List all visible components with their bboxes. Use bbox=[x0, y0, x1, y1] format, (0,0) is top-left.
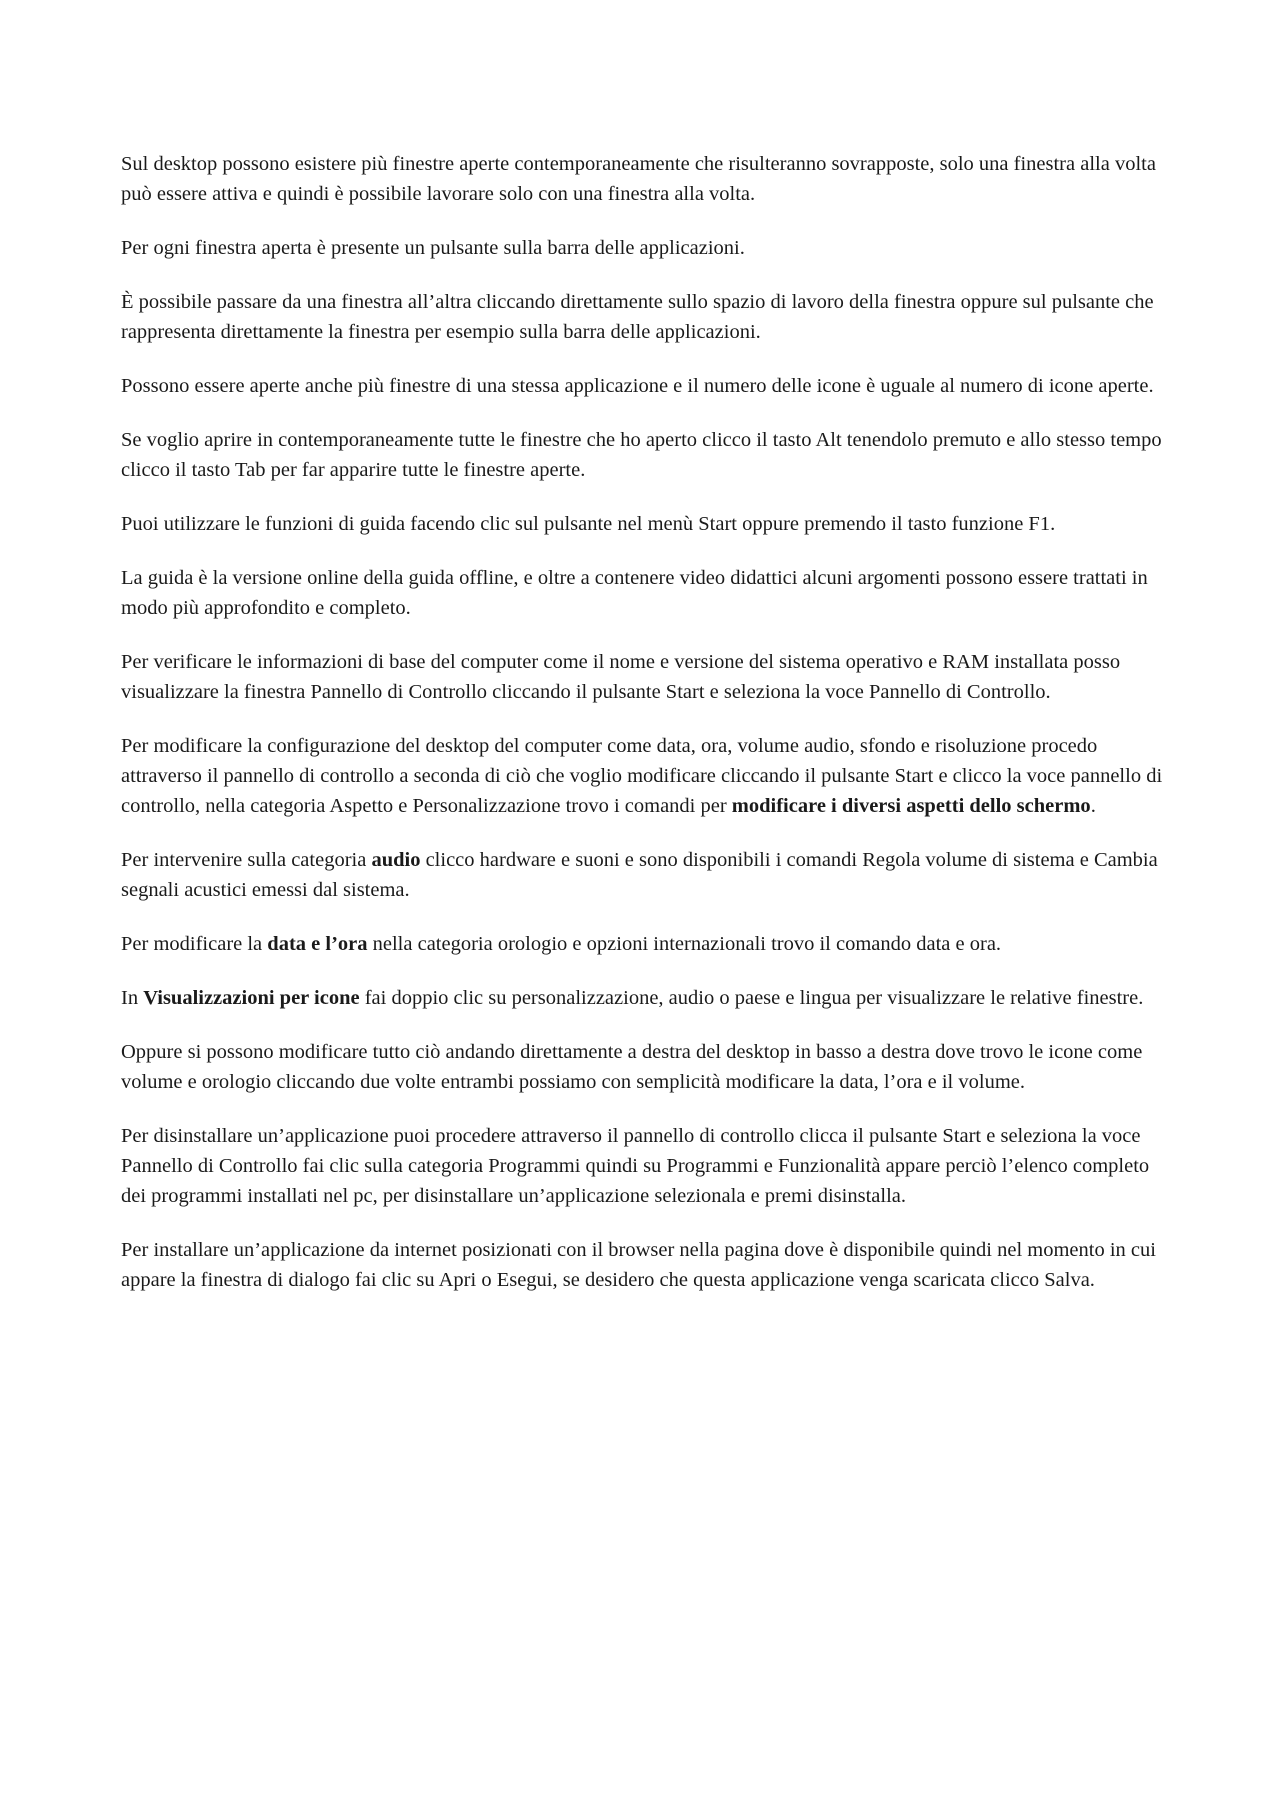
paragraph-8 bbox=[121, 647, 1171, 707]
text-segment: Per disinstallare un’applicazione puoi procedere attraverso il pannello di controllo clicca il pulsante Start e seleziona la voce Pannello di Controllo fai clic sulla categoria Programmi quindi su Programmi e Funzionalità appare perciò l’elenco completo dei programmi installati nel pc, per disinstallare un’applicazione selezionala e premi disinstalla. bbox=[121, 1125, 1150, 1207]
text-segment: . bbox=[1090, 795, 1096, 817]
bold-text: Visualizzazioni per icone bbox=[143, 987, 360, 1009]
paragraph-1 bbox=[121, 149, 1171, 209]
bold-text: modificare i diversi aspetti dello schermo bbox=[731, 795, 1091, 817]
paragraph-15 bbox=[121, 1235, 1171, 1295]
text-segment: La guida è la versione online della guida offline, e oltre a contenere video didattici alcuni argomenti possono essere trattati in modo più approfondito e completo. bbox=[121, 567, 1148, 619]
text-segment: Puoi utilizzare le funzioni di guida facendo clic sul pulsante nel menù Start oppure premendo il tasto funzione F1. bbox=[121, 513, 1056, 535]
paragraph-3 bbox=[121, 287, 1171, 347]
text-segment: Per intervenire sulla categoria bbox=[121, 849, 372, 871]
paragraph-7 bbox=[121, 563, 1171, 623]
text-segment: nella categoria orologio e opzioni internazionali trovo il comando data e ora. bbox=[367, 933, 1002, 955]
text-segment: Possono essere aperte anche più finestre di una stessa applicazione e il numero delle icone è uguale al numero di icone aperte. bbox=[121, 375, 1154, 397]
bold-text: audio bbox=[371, 849, 421, 871]
paragraph-4 bbox=[121, 371, 1171, 401]
text-segment: È possibile passare da una finestra all’altra cliccando direttamente sullo spazio di lavoro della finestra oppure sul pulsante che rappresenta direttamente la finestra per esempio sulla barra delle applicazioni. bbox=[121, 291, 1154, 343]
paragraph-12 bbox=[121, 983, 1171, 1013]
text-segment: Oppure si possono modificare tutto ciò andando direttamente a destra del desktop in basso a destra dove trovo le icone come volume e orologio cliccando due volte entrambi possiamo con semplicità modificare la data, l’ora e il volume. bbox=[121, 1041, 1143, 1093]
paragraph-14 bbox=[121, 1121, 1171, 1211]
text-segment: Per modificare la bbox=[121, 933, 268, 955]
text-segment: fai doppio clic su personalizzazione, audio o paese e lingua per visualizzare le relative finestre. bbox=[359, 987, 1144, 1009]
text-segment: Per installare un’applicazione da internet posizionati con il browser nella pagina dove è disponibile quindi nel momento in cui appare la finestra di dialogo fai clic su Apri o Esegui, se desidero che questa applicazione venga scaricata clicco Salva. bbox=[121, 1239, 1156, 1291]
text-segment: In bbox=[121, 987, 144, 1009]
paragraph-13 bbox=[121, 1037, 1171, 1097]
paragraph-6 bbox=[121, 509, 1171, 539]
text-segment: Se voglio aprire in contemporaneamente tutte le finestre che ho aperto clicco il tasto Alt tenendolo premuto e allo stesso tempo clicco il tasto Tab per far apparire tutte le finestre aperte. bbox=[121, 429, 1162, 481]
paragraph-2 bbox=[121, 233, 1171, 263]
paragraph-5 bbox=[121, 425, 1171, 485]
text-segment: Sul desktop possono esistere più finestre aperte contemporaneamente che risulteranno sovrapposte, solo una finestra alla volta può essere attiva e quindi è possibile lavorare solo con una finestra alla volta. bbox=[121, 153, 1156, 205]
text-segment: clicco hardware e suoni e sono disponibili i comandi Regola volume di sistema e Cambia segnali acustici emessi dal sistema. bbox=[121, 849, 1158, 901]
document-body bbox=[121, 149, 1171, 1319]
paragraph-9 bbox=[121, 731, 1171, 821]
paragraph-10 bbox=[121, 845, 1171, 905]
text-segment: Per modificare la configurazione del desktop del computer come data, ora, volume audio, sfondo e risoluzione procedo attraverso il pannello di controllo a seconda di ciò che voglio modificare cliccando il pulsante Start e clicco la voce pannello di controllo, nella categoria Aspetto e Personalizzazione trovo i comandi per bbox=[121, 735, 1163, 817]
bold-text: data e l’ora bbox=[267, 933, 368, 955]
paragraph-11 bbox=[121, 929, 1171, 959]
text-segment: Per ogni finestra aperta è presente un pulsante sulla barra delle applicazioni. bbox=[121, 237, 745, 259]
text-segment: Per verificare le informazioni di base del computer come il nome e versione del sistema operativo e RAM installata posso visualizzare la finestra Pannello di Controllo cliccando il pulsante Start e seleziona la voce Pannello di Controllo. bbox=[121, 651, 1121, 703]
